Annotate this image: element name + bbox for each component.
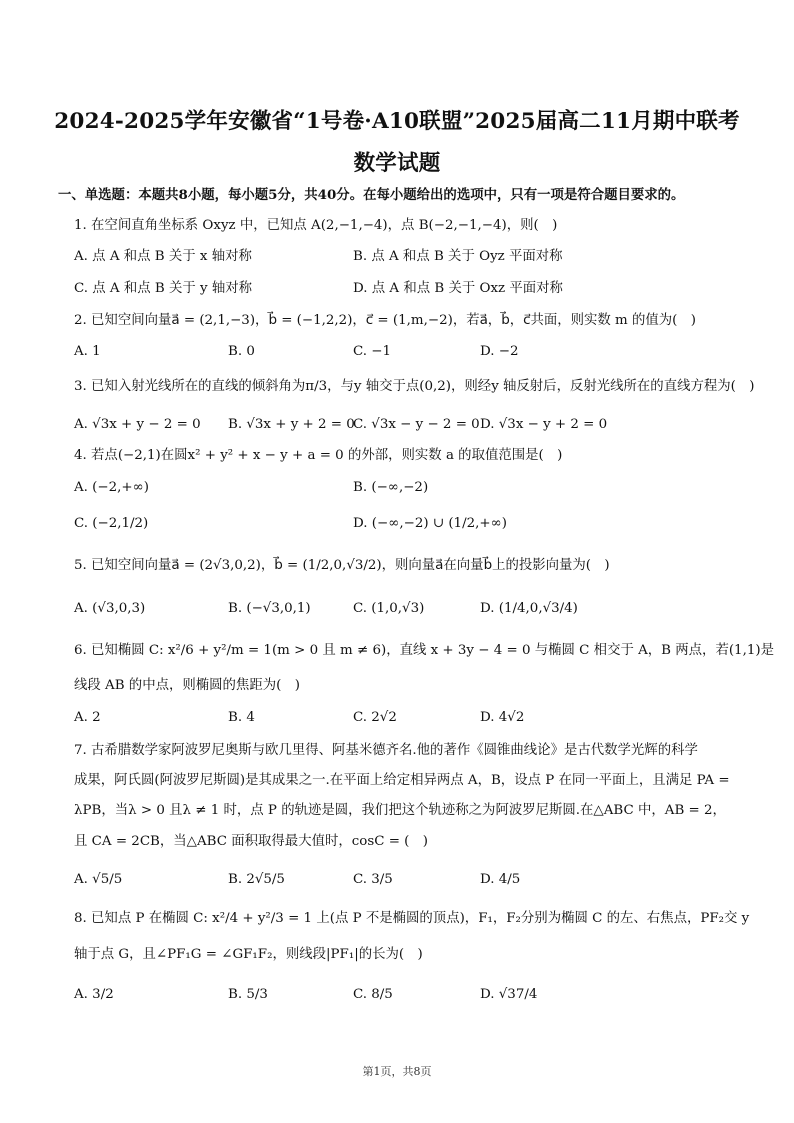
q7-option-c: C. 3/5 <box>353 872 393 887</box>
question-7-stem-line-3: λPB，当λ > 0 且λ ≠ 1 时，点 P 的轨迹是圆，我们把这个轨迹称之为阿波罗尼斯圆.在△ABC 中，AB = 2， <box>74 803 726 818</box>
q2-option-a: A. 1 <box>74 344 101 359</box>
question-7-stem-line-1: 7. 古希腊数学家阿波罗尼奥斯与欧几里得、阿基米德齐名.他的著作《圆锥曲线论》是古代数学光辉的科学 <box>74 743 698 758</box>
q3-option-c: C. √3x − y − 2 = 0 <box>353 417 480 432</box>
question-6-stem-line-2: 线段 AB 的中点，则椭圆的焦距为( ) <box>74 678 300 693</box>
question-6-stem-line-1: 6. 已知椭圆 C: x²/6 + y²/m = 1(m > 0 且 m ≠ 6)，直线 x + 3y − 4 = 0 与椭圆 C 相交于 A，B 两点，若(1,1)是 <box>74 643 774 658</box>
q4-option-d: D. (−∞,−2) ∪ (1/2,+∞) <box>353 516 507 531</box>
q6-option-b: B. 4 <box>228 710 255 725</box>
question-2-stem: 2. 已知空间向量a⃗ = (2,1,−3)，b⃗ = (−1,2,2)，c⃗ = (1,m,−2)，若a⃗，b⃗，c⃗共面，则实数 m 的值为( ) <box>74 313 697 328</box>
q8-option-a: A. 3/2 <box>74 987 114 1002</box>
q3-option-a: A. √3x + y − 2 = 0 <box>74 417 201 432</box>
q6-option-d: D. 4√2 <box>480 710 525 725</box>
page-footer: 第1页，共8页 <box>362 1065 432 1078</box>
q8-option-c: C. 8/5 <box>353 987 393 1002</box>
q1-option-d: D. 点 A 和点 B 关于 Oxz 平面对称 <box>353 281 563 296</box>
question-7-stem-line-2: 成果，阿氏圆(阿波罗尼斯圆)是其成果之一.在平面上给定相异两点 A，B，设点 P 在同一平面上，且满足 PA = <box>74 773 730 788</box>
q5-option-b: B. (−√3,0,1) <box>228 601 311 616</box>
q2-option-d: D. −2 <box>480 344 519 359</box>
question-7-stem-line-4: 且 CA = 2CB，当△ABC 面积取得最大值时，cosC = ( ) <box>74 834 429 849</box>
q1-option-b: B. 点 A 和点 B 关于 Oyz 平面对称 <box>353 249 563 264</box>
q7-option-a: A. √5/5 <box>74 872 123 887</box>
q4-option-c: C. (−2,1/2) <box>74 516 149 531</box>
q3-option-b: B. √3x + y + 2 = 0 <box>228 417 355 432</box>
q2-option-c: C. −1 <box>353 344 392 359</box>
page-title: 2024-2025学年安徽省“1号卷·A10联盟”2025届高二11月期中联考 <box>54 109 740 134</box>
q8-option-b: B. 5/3 <box>228 987 268 1002</box>
q4-option-b: B. (−∞,−2) <box>353 480 429 495</box>
page-subtitle: 数学试题 <box>353 151 441 176</box>
q7-option-d: D. 4/5 <box>480 872 521 887</box>
question-5-stem: 5. 已知空间向量a⃗ = (2√3,0,2)，b⃗ = (1/2,0,√3/2)，则向量a⃗在向量b⃗上的投影向量为( ) <box>74 558 610 573</box>
section-heading: 一、单选题：本题共8小题，每小题5分，共40分。在每小题给出的选项中，只有一项是符合题目要求的。 <box>58 187 685 203</box>
q5-option-d: D. (1/4,0,√3/4) <box>480 601 578 616</box>
q1-option-a: A. 点 A 和点 B 关于 x 轴对称 <box>74 249 252 264</box>
q3-option-d: D. √3x − y + 2 = 0 <box>480 417 608 432</box>
question-4-stem: 4. 若点(−2,1)在圆x² + y² + x − y + a = 0 的外部，则实数 a 的取值范围是( ) <box>74 448 563 463</box>
q6-option-a: A. 2 <box>74 710 101 725</box>
question-1-stem: 1. 在空间直角坐标系 Oxyz 中，已知点 A(2,−1,−4)，点 B(−2,−1,−4)，则( ) <box>74 218 558 233</box>
question-3-stem: 3. 已知入射光线所在的直线的倾斜角为π/3，与y 轴交于点(0,2)，则经y 轴反射后，反射光线所在的直线方程为( ) <box>74 379 755 394</box>
q1-option-c: C. 点 A 和点 B 关于 y 轴对称 <box>74 281 253 296</box>
q4-option-a: A. (−2,+∞) <box>74 480 150 495</box>
q8-option-d: D. √37/4 <box>480 987 538 1002</box>
question-8-stem-line-2: 轴于点 G，且∠PF₁G = ∠GF₁F₂，则线段|PF₁|的长为( ) <box>74 947 423 962</box>
q5-option-c: C. (1,0,√3) <box>353 601 425 616</box>
q5-option-a: A. (√3,0,3) <box>74 601 146 616</box>
question-8-stem-line-1: 8. 已知点 P 在椭圆 C: x²/4 + y²/3 = 1 上(点 P 不是椭圆的顶点)，F₁，F₂分别为椭圆 C 的左、右焦点，PF₂交 y <box>74 911 750 926</box>
q7-option-b: B. 2√5/5 <box>228 872 285 887</box>
q2-option-b: B. 0 <box>228 344 255 359</box>
q6-option-c: C. 2√2 <box>353 710 397 725</box>
